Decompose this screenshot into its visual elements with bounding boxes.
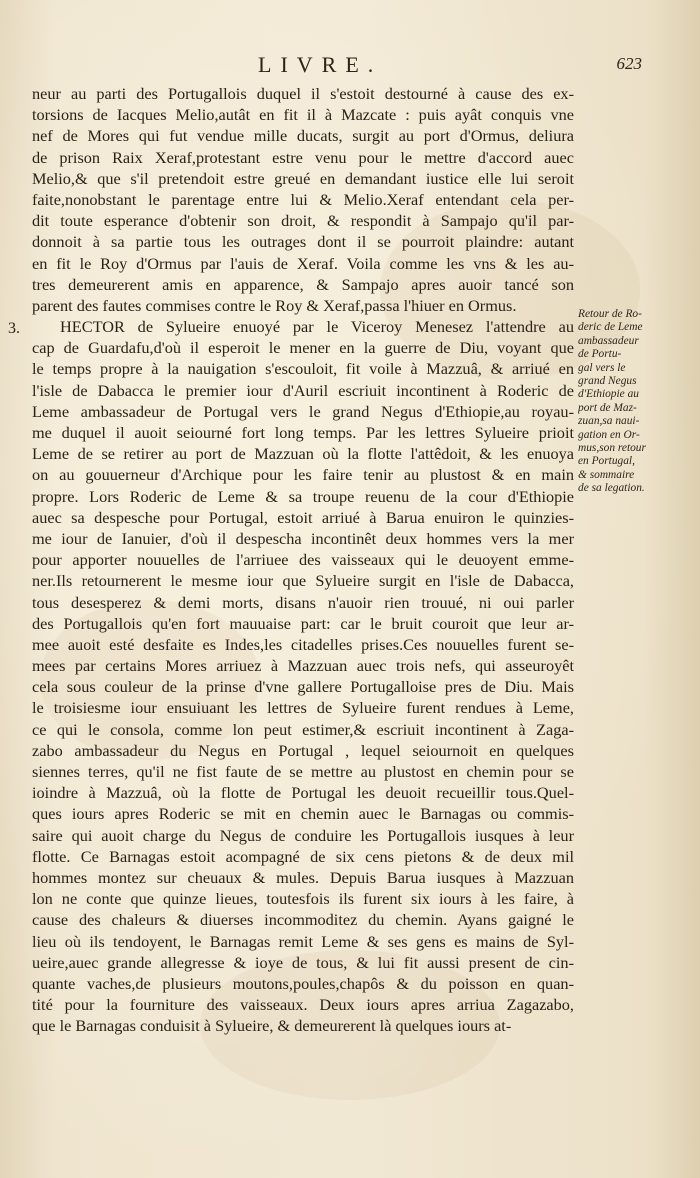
text-line: tité pour la fourniture des vaisseaux. Deux iours apres arriua Zagazabo, [32, 995, 574, 1015]
margin-note-line: en Portugal, [578, 455, 635, 468]
text-line: mees par certains Mores arriuez à Mazzuan auec trois nefs, qui asseuroyêt [32, 656, 574, 676]
margin-note-line: grand Negus [578, 374, 637, 387]
text-line: de prison Raix Xeraf,protestant estre venu pour le mettre d'accord auec [32, 147, 574, 167]
text-line: cap de Guardafu,d'où il esperoit le mener en la guerre de Diu, voyant que [32, 338, 574, 358]
text-line: siennes terres, qu'il ne fist faute de se mettre au plustost en chemin pour se [32, 762, 574, 781]
text-line: lieu où ils tendoyent, le Barnagas remit Leme & ses gens es mains de Syl- [32, 931, 574, 951]
text-line: tres demeurerent amis en apparence, & Sampajo apres auoir tancé son [32, 274, 574, 294]
text-line: ueire,auec grande allegresse & ioye de tous, & lui fit aussi present de cin- [32, 952, 574, 972]
text-line: Leme ambassadeur de Portugal vers le grand Negus d'Ethiopie,au royau- [32, 401, 574, 421]
text-line: le troisiesme iour ensuiuant les lettres de Sylueire furent rendues à Leme, [32, 698, 574, 718]
text-line: torsions de Iacques Melio,autât en fit il à Mazcate : puis ayât conquis vne [32, 105, 574, 125]
text-line: quante vaches,de plusieurs moutons,poules,chapôs & du poisson en quan- [32, 973, 574, 993]
text-line: me iour de Ianuier, d'où il despescha incontinêt deux hommes vers la mer [32, 528, 574, 548]
text-line: des Portugallois qu'en fort mauuaise part: car le bruit couroit que leur ar- [32, 613, 574, 633]
text-line: donnoit à sa partie tous les outrages dont il se pourroit plaindre: autant [32, 232, 574, 252]
text-line: dit toute esperance d'obtenir son droit, & respondit à Sampajo qu'il par- [32, 211, 574, 231]
text-line: faite,nonobstant le parentage entre lui & Melio.Xeraf entendant cela per- [32, 189, 574, 209]
text-line: zabo ambassadeur du Negus en Portugal , lequel seiournoit en quelques [32, 740, 574, 760]
text-line: neur au parti des Portugallois duquel il s'estoit destourné à cause des ex- [32, 84, 574, 103]
page-number: 623 [616, 54, 642, 73]
text-line: flotte. Ce Barnagas estoit acompagné de six cens pietons & de deux mil [32, 846, 574, 866]
text-line: ques iours apres Roderic se mit en chemin auec le Barnagas ou commis- [32, 804, 574, 824]
text-line: ioindre à Mazzuâ, où la flotte de Portugal les deuoit recueillir tous.Quel- [32, 783, 574, 803]
text-line: cause des chaleurs & diuerses incommoditez du chemin. Ayans gaigné le [32, 910, 574, 930]
text-line: l'isle de Dabacca le premier iour d'Auril escriuit incontinent à Roderic de [32, 380, 574, 400]
margin-note-line: mus,son retour [578, 441, 646, 454]
text-line: nef de Mores qui fut vendue mille ducats, surgit au port d'Ormus, deliura [32, 126, 574, 146]
text-line: ce qui le consola, comme lon peut estimer,& escriuit incontinent à Zaga- [32, 719, 574, 739]
text-line: lon ne conte que quinze lieues, toutesfois ils furent six iours à les faire, à [32, 889, 574, 909]
margin-note-line: de sa legation. [578, 482, 645, 495]
text-line: en fit le Roy d'Ormus par l'auis de Xeraf. Voila comme les vns & les au- [32, 253, 574, 273]
text-line: que le Barnagas conduisit à Sylueire, & demeurerent là quelques iours at- [32, 1016, 512, 1036]
text-line: HECTOR de Sylueire enuoyé par le Viceroy Menesez l'attendre au [60, 317, 574, 337]
text-line: propre. Lors Roderic de Leme & sa troupe reuenu de la cour d'Ethiopie [32, 486, 574, 506]
section-number: 3. [8, 320, 20, 337]
margin-note-line: zuan,sa naui- [578, 415, 640, 428]
body-text [32, 83, 574, 1036]
text-line: mee auoit esté desfaite es Indes,les citadelles prises.Ces nouuelles furent se- [32, 634, 574, 654]
margin-note-line: Retour de Ro- [578, 308, 642, 320]
text-line: Melio,& que s'il pretendoit estre greué en demandant iustice elle lui seroit [32, 168, 574, 188]
margin-note [578, 308, 686, 495]
page-header [0, 52, 700, 82]
text-line: le temps propre à la nauigation s'escouloit, fit voile à Mazzuâ, & arriué en [32, 359, 574, 379]
margin-note-line: ambassadeur [578, 334, 639, 347]
margin-note-line: d'Ethiopie au [578, 388, 639, 401]
text-line: tous desesperez & demi morts, disans n'auoir rien trouué, ni oui parler [32, 592, 574, 612]
text-line: me duquel il auoit seiourné fort long temps. Par les lettres Sylueire prioit [32, 423, 574, 442]
margin-note-line: port de Maz- [578, 401, 637, 414]
text-line: ner.Ils retournerent le mesme iour que Sylueire surgit en l'isle de Dabacca, [32, 571, 574, 591]
text-line: parent des fautes commises contre le Roy & Xeraf,passa l'hiuer en Ormus. [32, 295, 517, 315]
margin-note-line: de Portu- [578, 348, 622, 361]
margin-note-line: deric de Leme [578, 321, 643, 334]
margin-note-line: gation en Or- [578, 428, 640, 441]
running-head: LIVRE. [258, 52, 383, 77]
text-line: on au gouuerneur d'Archique pour les faire tenir au plustost & en main [32, 465, 574, 485]
text-line: hommes montez sur cheuaux & mules. Depuis Barua iusques à Mazzuan [32, 867, 574, 887]
text-line: auec sa despesche pour Portugal, estoit arriué à Barua enuiron le quinzies- [32, 507, 574, 527]
text-line: saire qui auoit charge du Negus de conduire les Portugallois iusques à leur [32, 825, 574, 845]
margin-note-line: gal vers le [578, 361, 626, 374]
text-line: Leme de se retirer au port de Mazzuan où la flotte l'attêdoit, & les enuoya [32, 444, 574, 464]
margin-note-line: & sommaire [578, 468, 635, 481]
text-line: cela sous couleur de la prinse d'vne gallere Portugalloise pres de Diu. Mais [32, 677, 574, 697]
text-line: pour apporter nouuelles de l'arriuee des vaisseaux qui le deuoyent emme- [32, 550, 574, 570]
